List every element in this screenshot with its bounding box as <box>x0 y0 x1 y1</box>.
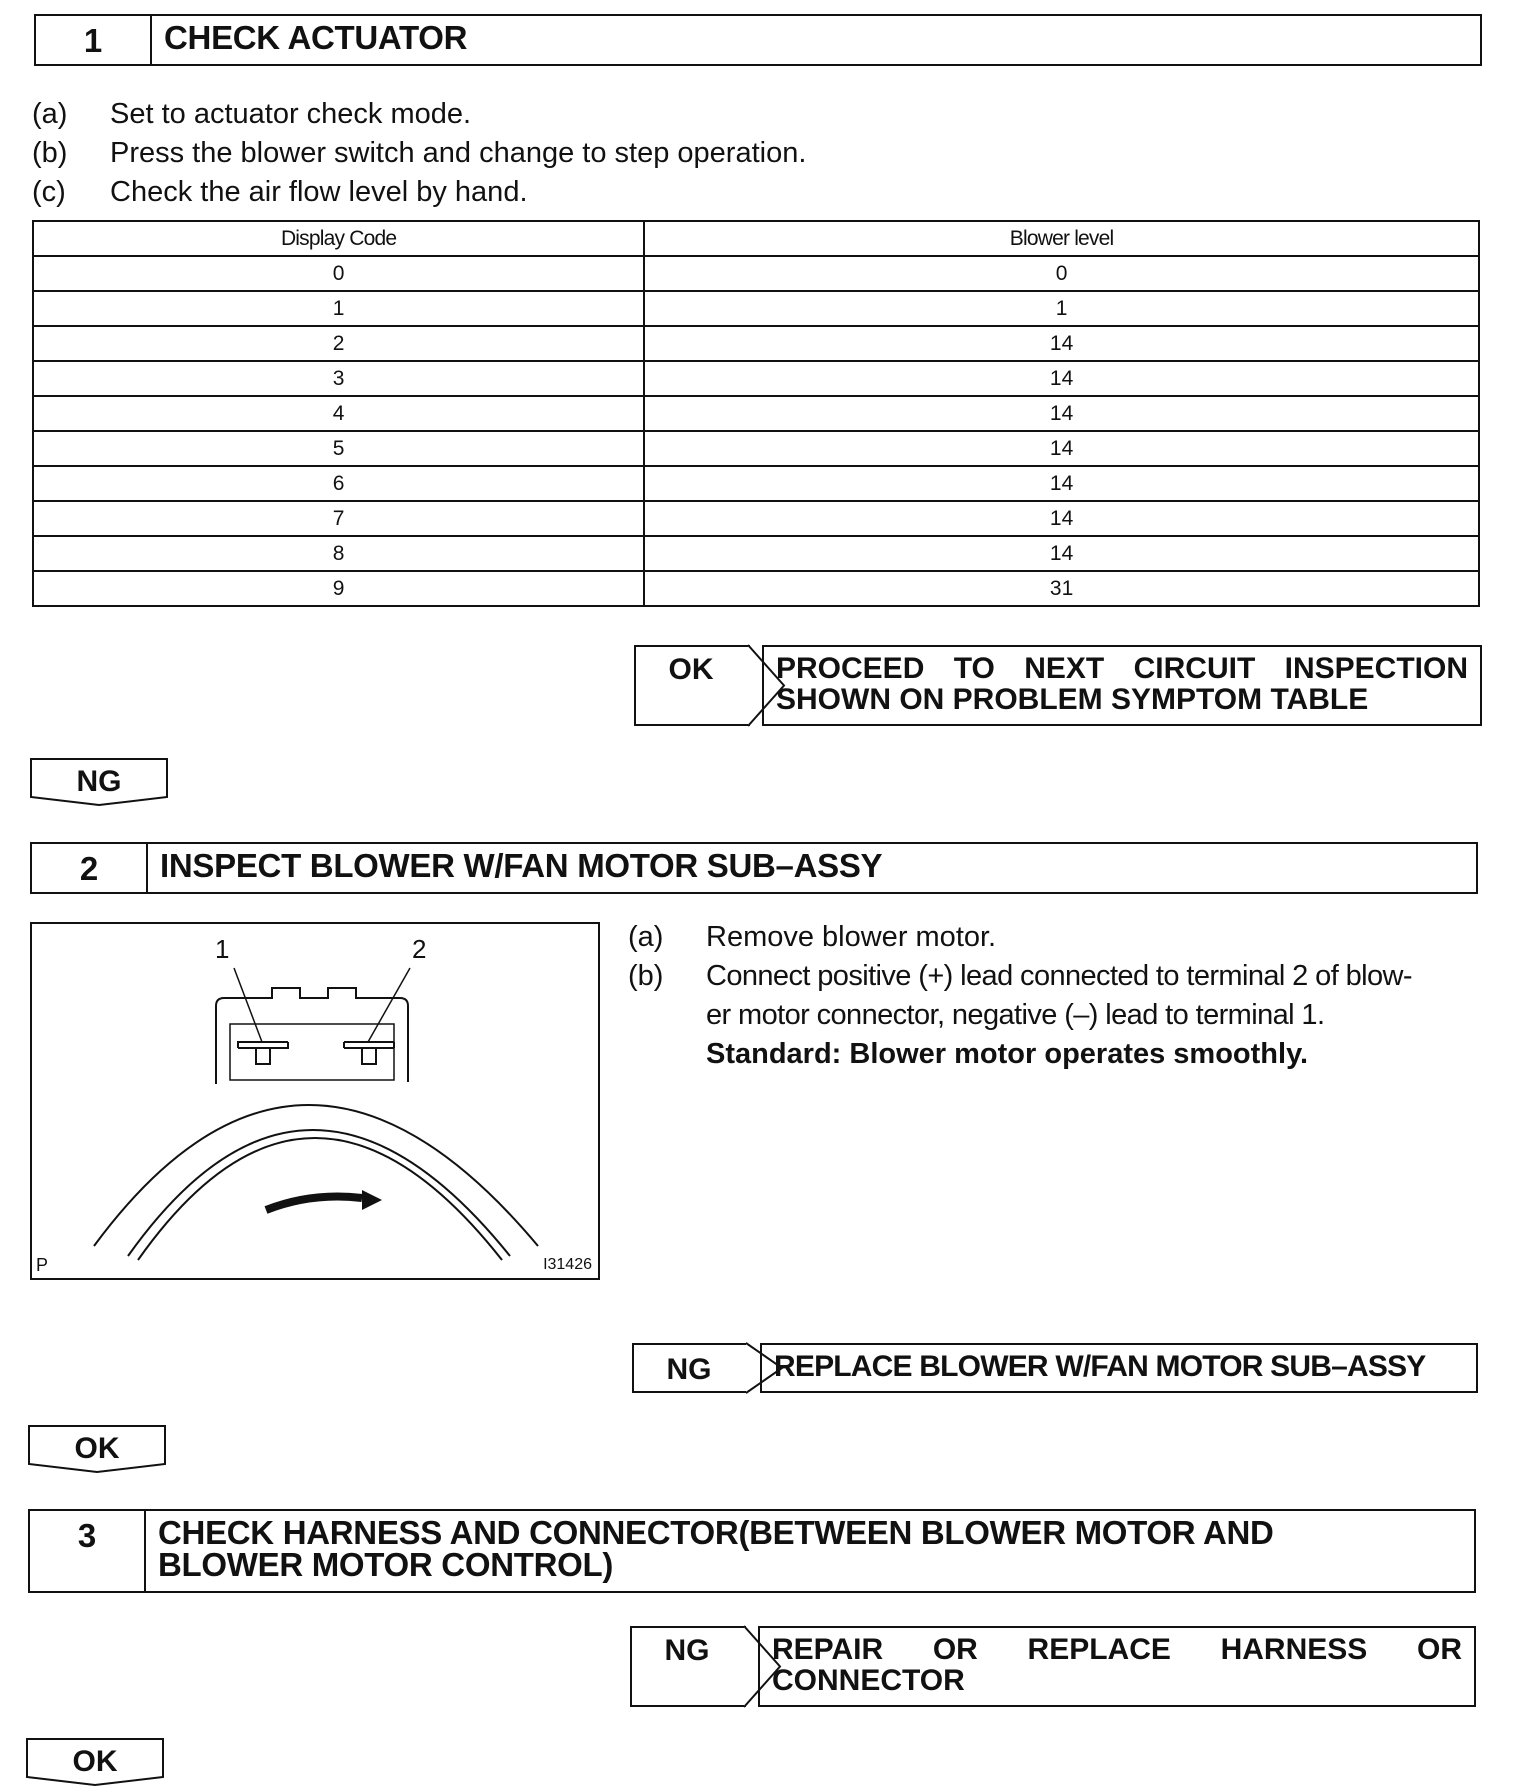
ok-result-tag <box>634 645 750 726</box>
flow-tag-label: OK <box>72 1745 118 1778</box>
step-number: 3 <box>30 1511 146 1591</box>
repair-action-box <box>758 1626 1476 1707</box>
table-cell: 5 <box>33 431 644 466</box>
table-row <box>33 361 1479 396</box>
result-tag-label: OK <box>668 653 714 686</box>
table-cell: 3 <box>33 361 644 396</box>
step-1-header <box>34 14 1482 66</box>
instruction-label: (b) <box>628 960 664 992</box>
step-title <box>146 1511 1274 1591</box>
step-number: 2 <box>32 844 148 892</box>
step-3-header <box>28 1509 1476 1593</box>
table-cell: 7 <box>33 501 644 536</box>
action-text-line: REPAIR OR REPLACE HARNESS OR <box>772 1633 1462 1666</box>
action-text-line: SHOWN ON PROBLEM SYMPTOM TABLE <box>776 683 1369 716</box>
instruction-text: Set to actuator check mode. <box>110 98 472 130</box>
blower-level-table-wrapper <box>32 220 1480 607</box>
table-cell: 14 <box>644 396 1479 431</box>
corner-label: P <box>36 1255 49 1275</box>
step-title: INSPECT BLOWER W/FAN MOTOR SUB–ASSY <box>160 847 883 884</box>
table-cell: 4 <box>33 396 644 431</box>
terminal-1-label: 1 <box>215 934 230 964</box>
table-row <box>33 291 1479 326</box>
instruction-label: (c) <box>32 176 66 208</box>
instruction-item <box>628 1035 1488 1074</box>
table-cell: 1 <box>644 291 1479 326</box>
instruction-label: (b) <box>32 137 68 169</box>
step-number: 1 <box>36 16 152 64</box>
table-cell: 14 <box>644 466 1479 501</box>
instruction-item <box>628 957 1488 1035</box>
table-cell: 6 <box>33 466 644 501</box>
table-cell: 9 <box>33 571 644 606</box>
table-cell: 14 <box>644 361 1479 396</box>
proceed-action-box <box>762 645 1482 726</box>
instruction-text: Remove blower motor. <box>706 921 997 953</box>
action-text-line: PROCEED TO NEXT CIRCUIT INSPECTION <box>776 652 1468 685</box>
ng-result-tag <box>632 1343 748 1393</box>
result-tag-label: NG <box>664 1634 710 1667</box>
ok-flow-tag <box>28 1424 166 1472</box>
standard-text: Standard: Blower motor operates smoothly. <box>706 1038 1309 1070</box>
step-title: CHECK ACTUATOR <box>164 19 468 56</box>
blower-motor-connector-illustration <box>30 922 600 1280</box>
instruction-text-line: Connect positive (+) lead connected to terminal 2 of blow- <box>706 960 1412 992</box>
table-row <box>33 431 1479 466</box>
instruction-label: (a) <box>628 921 664 953</box>
table-row <box>33 571 1479 606</box>
instruction-text: Check the air flow level by hand. <box>110 176 528 208</box>
table-cell: 1 <box>33 291 644 326</box>
table-cell: 0 <box>33 256 644 291</box>
instruction-item <box>32 95 1432 134</box>
instruction-text-line: er motor connector, negative (–) lead to terminal 1. <box>706 999 1325 1031</box>
table-cell: 14 <box>644 501 1479 536</box>
instruction-label: (a) <box>32 98 68 130</box>
step-2-header <box>30 842 1478 894</box>
figure-id: I31426 <box>543 1256 592 1273</box>
step-2-instructions <box>628 918 1488 1074</box>
blower-level-table <box>32 220 1480 607</box>
table-row <box>33 466 1479 501</box>
ng-result-tag <box>630 1626 746 1707</box>
action-text-line: REPLACE BLOWER W/FAN MOTOR SUB–ASSY <box>774 1350 1426 1383</box>
table-row <box>33 326 1479 361</box>
replace-action-box <box>760 1343 1478 1393</box>
result-tag-label: NG <box>666 1353 712 1386</box>
instruction-item <box>32 134 1432 173</box>
table-cell: 0 <box>644 256 1479 291</box>
instruction-item <box>628 918 1488 957</box>
table-row <box>33 396 1479 431</box>
terminal-2-label: 2 <box>412 934 427 964</box>
step-1-instructions <box>32 95 1432 212</box>
instruction-text: Press the blower switch and change to step operation. <box>110 137 807 169</box>
column-header-display-code: Display Code <box>33 221 644 256</box>
ng-flow-tag <box>30 757 168 805</box>
blower-motor-diagram <box>32 924 598 1278</box>
table-row <box>33 256 1479 291</box>
table-cell: 14 <box>644 536 1479 571</box>
flow-tag-label: OK <box>74 1432 120 1465</box>
instruction-item <box>32 173 1432 212</box>
table-header-row <box>33 221 1479 256</box>
table-cell: 8 <box>33 536 644 571</box>
table-row <box>33 536 1479 571</box>
ok-flow-tag <box>26 1737 164 1785</box>
table-row <box>33 501 1479 536</box>
table-cell: 14 <box>644 431 1479 466</box>
step-title-line: CHECK HARNESS AND CONNECTOR(BETWEEN BLOWER MOTOR AND <box>158 1514 1274 1551</box>
flow-tag-label: NG <box>76 765 122 798</box>
step-title-line: BLOWER MOTOR CONTROL) <box>158 1546 614 1583</box>
table-cell: 31 <box>644 571 1479 606</box>
column-header-blower-level: Blower level <box>644 221 1479 256</box>
table-cell: 2 <box>33 326 644 361</box>
table-cell: 14 <box>644 326 1479 361</box>
action-text-line: CONNECTOR <box>772 1664 965 1697</box>
instruction-text <box>706 957 1412 1035</box>
